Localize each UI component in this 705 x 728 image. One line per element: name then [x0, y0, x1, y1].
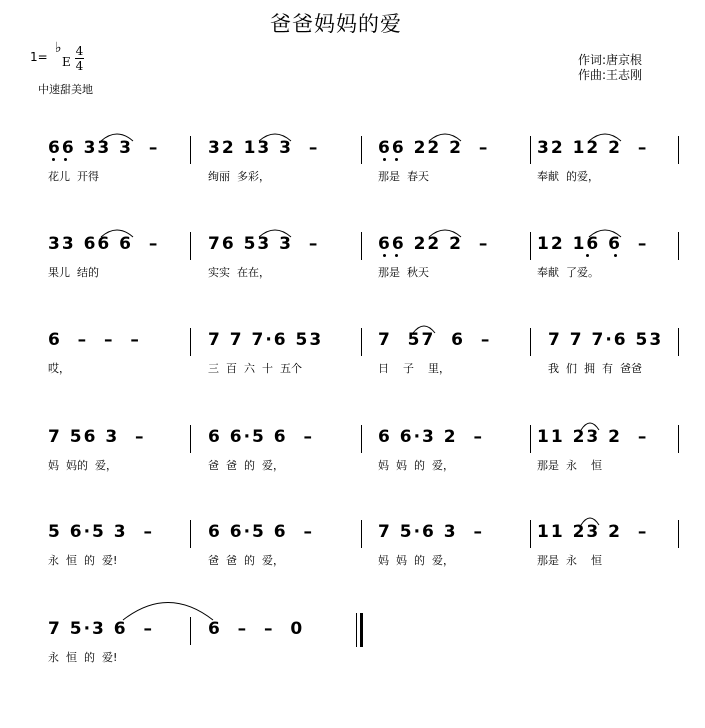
measure-lyrics: 爸 爸 的 爱，	[208, 554, 284, 567]
measure-notes: 12 16 6 –	[537, 234, 649, 254]
tie-arc	[100, 226, 134, 238]
measure-lyrics: 那是 永 恒	[537, 459, 602, 472]
measure-lyrics: 绚丽 多彩，	[208, 170, 270, 183]
low-dot	[383, 158, 386, 161]
tie-arc	[258, 130, 292, 142]
system-3	[0, 328, 705, 388]
bar-line	[530, 328, 531, 356]
bar-line	[678, 136, 679, 164]
low-dot	[586, 254, 589, 257]
bar-line	[190, 232, 191, 260]
measure-lyrics: 花儿 开得	[48, 170, 99, 183]
final-bar-thin	[356, 613, 357, 647]
low-dot	[383, 254, 386, 257]
measure-notes: 6 6·5 6 –	[208, 522, 314, 542]
system-4	[0, 425, 705, 485]
low-dot	[52, 158, 55, 161]
bar-line	[361, 425, 362, 453]
measure-lyrics: 哎，	[48, 362, 70, 375]
measure-lyrics: 那是 秋天	[378, 266, 429, 279]
bar-line	[190, 617, 191, 645]
measure-lyrics: 那是 春天	[378, 170, 429, 183]
low-dot	[64, 158, 67, 161]
bar-line	[361, 328, 362, 356]
flat-sign: ♭	[55, 40, 62, 56]
tie-arc	[588, 226, 622, 238]
measure-lyrics: 奉献 了爱。	[537, 266, 599, 279]
tie-arc	[580, 419, 600, 431]
measure-lyrics: 奉献 的爱，	[537, 170, 599, 183]
bar-line	[361, 232, 362, 260]
tie-arc	[428, 130, 462, 142]
measure-notes: 76 53 3 –	[208, 234, 320, 254]
measure-lyrics: 永 恒 的 爱!	[48, 651, 118, 664]
system-5	[0, 520, 705, 580]
tie-arc	[588, 130, 622, 142]
bar-line	[678, 425, 679, 453]
measure-notes: 7 7 7·6 53	[208, 330, 324, 350]
bar-line	[678, 520, 679, 548]
measure-lyrics: 永 恒 的 爱!	[48, 554, 118, 567]
bar-line	[190, 328, 191, 356]
measure-notes: 66 22 2 –	[378, 138, 490, 158]
tie-arc	[580, 514, 600, 526]
measure-lyrics: 那是 永 恒	[537, 554, 602, 567]
measure-notes: 6 6·3 2 –	[378, 427, 484, 447]
time-top: 4	[75, 44, 84, 58]
bar-line	[530, 136, 531, 164]
measure-notes: 32 13 3 –	[208, 138, 320, 158]
measure-notes: 7 5·6 3 –	[378, 522, 484, 542]
bar-line	[361, 520, 362, 548]
measure-lyrics: 实实 在在，	[208, 266, 270, 279]
measure-notes: 66 22 2 –	[378, 234, 490, 254]
measure-notes: 11 23 2 –	[537, 427, 649, 447]
measure-notes: 6 – – 0	[208, 619, 305, 639]
measure-notes: 33 66 6 –	[48, 234, 160, 254]
time-signature	[75, 44, 84, 73]
system-6	[0, 617, 705, 677]
measure-lyrics: 我 们 拥 有 爸爸	[548, 362, 642, 375]
song-title: 爸爸妈妈的爱	[270, 12, 402, 36]
measure-lyrics: 三 百 六 十 五个	[208, 362, 302, 375]
measure-notes: 66 33 3 –	[48, 138, 160, 158]
bar-line	[190, 425, 191, 453]
tie-arc	[428, 226, 462, 238]
measure-lyrics: 日 子 里，	[378, 362, 450, 375]
composer-credit: 作曲:王志刚	[578, 68, 643, 82]
measure-notes: 32 12 2 –	[537, 138, 649, 158]
measure-notes: 6 – – –	[48, 330, 141, 350]
measure-notes: 7 57 6 –	[378, 330, 492, 350]
tie-arc	[412, 322, 436, 334]
final-bar-thick	[360, 613, 363, 647]
bar-line	[190, 520, 191, 548]
measure-lyrics: 妈 妈的 爱，	[48, 459, 117, 472]
tie-arc	[258, 226, 292, 238]
measure-lyrics: 妈 妈 的 爱，	[378, 554, 454, 567]
bar-line	[190, 136, 191, 164]
bar-line	[678, 328, 679, 356]
low-dot	[395, 158, 398, 161]
measure-notes: 6 6·5 6 –	[208, 427, 314, 447]
measure-notes: 11 23 2 –	[537, 522, 649, 542]
system-2	[0, 232, 705, 292]
measure-notes: 7 56 3 –	[48, 427, 146, 447]
bar-line	[678, 232, 679, 260]
time-bottom: 4	[75, 59, 84, 73]
measure-notes: 7 5·3 6 –	[48, 619, 154, 639]
bar-line	[361, 136, 362, 164]
tempo-marking: 中速甜美地	[38, 83, 93, 96]
key-letter: E	[62, 55, 71, 69]
tie-arc	[122, 597, 214, 621]
measure-notes: 5 6·5 3 –	[48, 522, 154, 542]
system-1	[0, 136, 705, 196]
bar-line	[530, 520, 531, 548]
measure-lyrics: 爸 爸 的 爱，	[208, 459, 284, 472]
measure-lyrics: 果儿 结的	[48, 266, 99, 279]
measure-lyrics: 妈 妈 的 爱，	[378, 459, 454, 472]
bar-line	[530, 425, 531, 453]
lyricist-credit: 作词:唐京根	[578, 53, 643, 67]
key-prefix: 1=	[30, 50, 48, 64]
tie-arc	[100, 130, 134, 142]
bar-line	[530, 232, 531, 260]
low-dot	[395, 254, 398, 257]
measure-notes: 7 7 7·6 53	[548, 330, 664, 350]
low-dot	[614, 254, 617, 257]
